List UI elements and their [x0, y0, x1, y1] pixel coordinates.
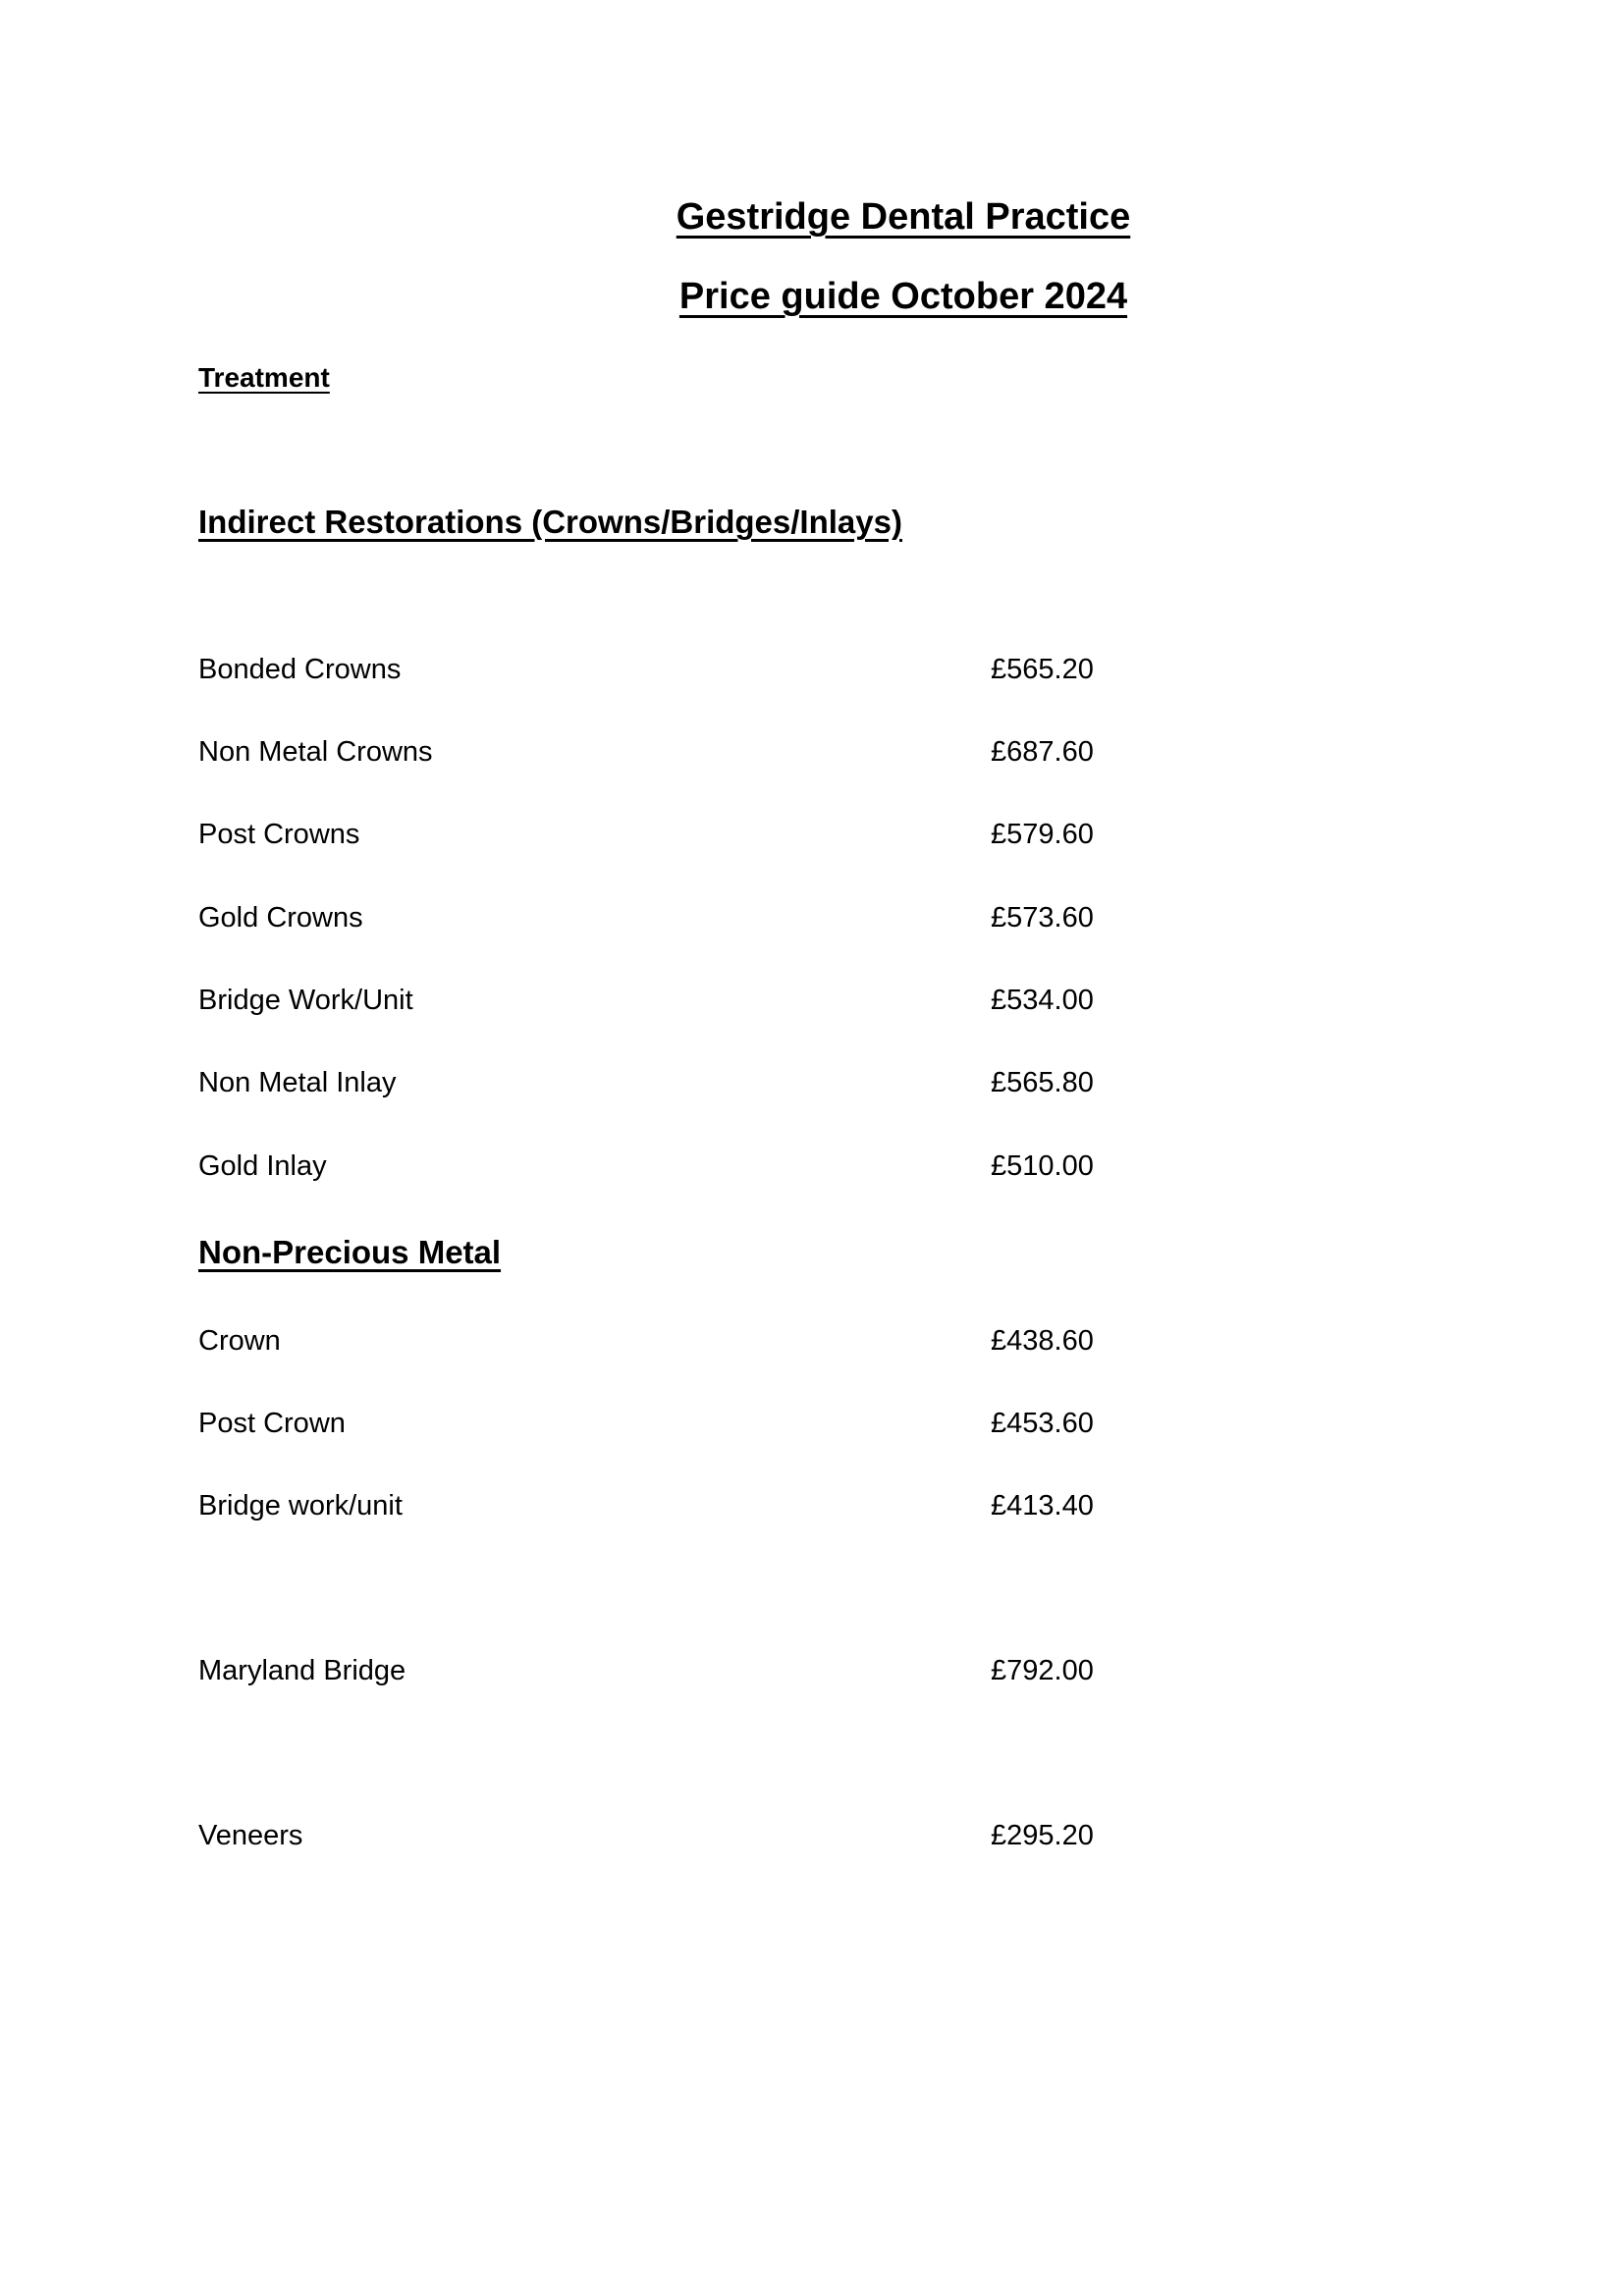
price-item	[198, 902, 1102, 941]
treatment-label: Treatment	[198, 362, 330, 393]
price-guide-title: Price guide October 2024	[678, 276, 1128, 317]
item-name: Gold Crowns	[198, 902, 363, 934]
item-price: £438.60	[991, 1325, 1094, 1357]
item-price: £792.00	[991, 1655, 1094, 1686]
item-price: £565.80	[991, 1067, 1094, 1098]
item-price: £573.60	[991, 902, 1094, 934]
price-item	[198, 1820, 1102, 1859]
price-item	[198, 1325, 1102, 1364]
section-heading-indirect-restorations: Indirect Restorations (Crowns/Bridges/Inlays)	[198, 504, 902, 540]
price-item	[198, 985, 1102, 1024]
item-price: £453.60	[991, 1408, 1094, 1439]
practice-name: Gestridge Dental Practice	[676, 196, 1131, 238]
item-name: Crown	[198, 1325, 281, 1357]
item-name: Post Crowns	[198, 819, 360, 850]
section-heading-non-precious-metal: Non-Precious Metal	[198, 1234, 502, 1270]
item-name: Non Metal Inlay	[198, 1067, 397, 1098]
price-item	[198, 654, 1102, 693]
item-price: £510.00	[991, 1150, 1094, 1182]
item-price: £413.40	[991, 1490, 1094, 1522]
price-item	[198, 1067, 1102, 1106]
price-item	[198, 1150, 1102, 1190]
price-item	[198, 1408, 1102, 1447]
item-name: Veneers	[198, 1820, 303, 1851]
item-price: £565.20	[991, 654, 1094, 685]
item-name: Non Metal Crowns	[198, 736, 433, 768]
price-item	[198, 1490, 1102, 1529]
price-item	[198, 736, 1102, 775]
item-price: £579.60	[991, 819, 1094, 850]
item-name: Maryland Bridge	[198, 1655, 406, 1686]
item-price: £534.00	[991, 985, 1094, 1016]
item-price: £295.20	[991, 1820, 1094, 1851]
price-item	[198, 1655, 1102, 1694]
price-item	[198, 819, 1102, 858]
item-name: Bridge Work/Unit	[198, 985, 413, 1016]
item-name: Bonded Crowns	[198, 654, 402, 685]
item-name: Post Crown	[198, 1408, 346, 1439]
item-price: £687.60	[991, 736, 1094, 768]
item-name: Gold Inlay	[198, 1150, 327, 1182]
item-name: Bridge work/unit	[198, 1490, 403, 1522]
